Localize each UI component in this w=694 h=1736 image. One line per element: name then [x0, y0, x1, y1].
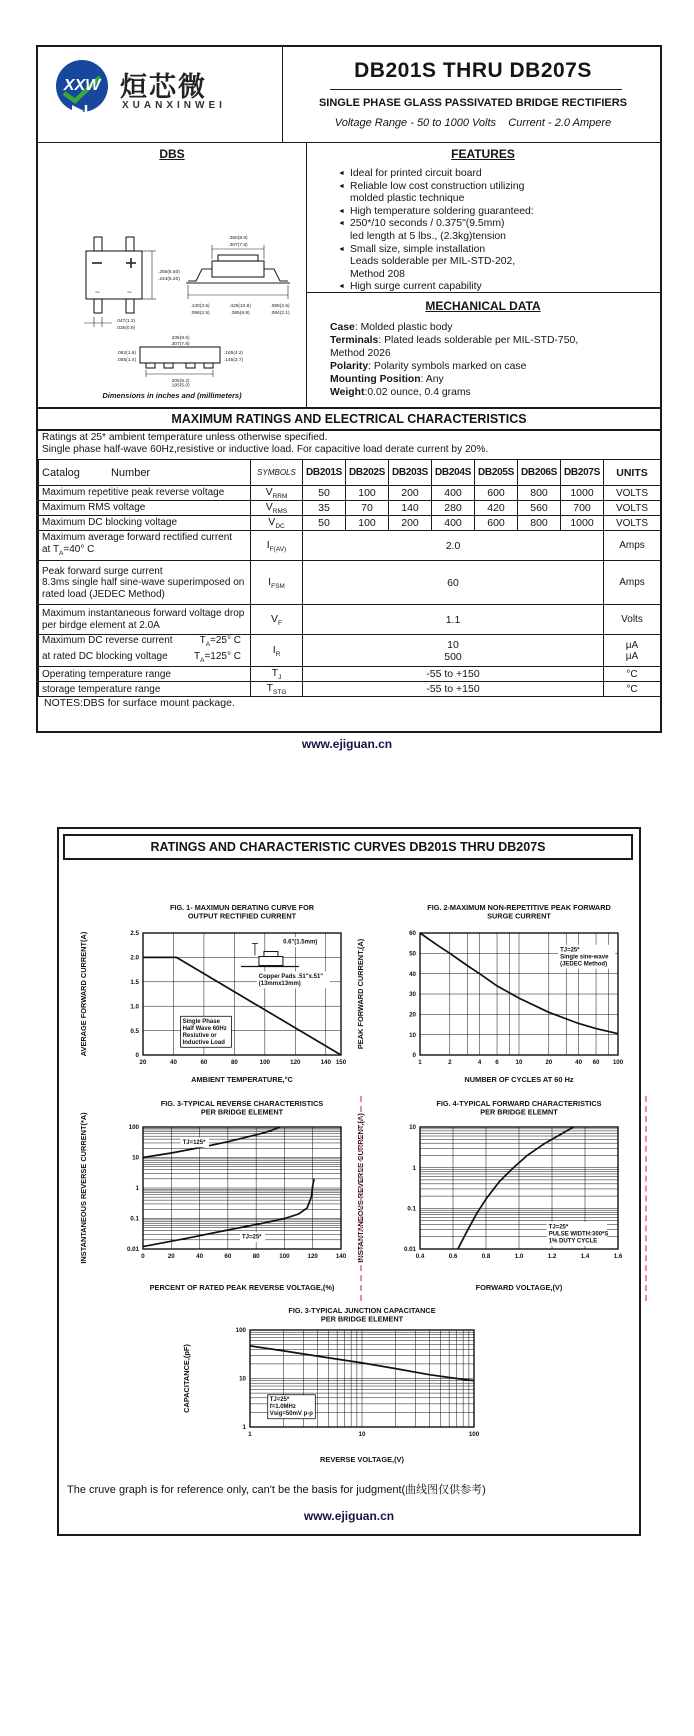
svg-text:.256(6.50): .256(6.50)	[158, 270, 180, 275]
param-label: Maximum DC blocking voltage	[39, 516, 251, 531]
x-tick-label: 10	[358, 1431, 366, 1438]
value-cell: 560	[518, 501, 561, 516]
voltage-range: Voltage Range - 50 to 1000 Volts	[334, 117, 497, 129]
annotation-text: (JEDEC Method)	[560, 961, 608, 968]
y-tick-label: 60	[409, 930, 416, 938]
header-divider	[282, 47, 283, 142]
value-cell: 100	[346, 486, 389, 501]
x-tick-label: 4	[477, 1059, 482, 1066]
y-axis-label: AVERAGE FORWARD CURRENT(A)	[79, 931, 88, 1057]
x-tick-label: 100	[612, 1059, 624, 1066]
bullet-spacer	[338, 193, 350, 206]
symbol: $V_{DC}$	[251, 516, 303, 531]
units-cell: Amps	[604, 531, 661, 561]
param-label: Peak forward surge current 8.3ms single half sine-wave superimposed on rated load (JEDEC Method)	[39, 561, 251, 605]
x-tick-label: 2	[448, 1059, 452, 1066]
annotation-text: Half Wave 60Hz	[182, 1025, 227, 1032]
units-cell: °C	[604, 667, 661, 682]
feature-text: High surge current capability	[350, 281, 482, 293]
table-row-tj	[39, 667, 661, 682]
y-tick-label: 30	[409, 991, 416, 999]
y-tick-label: 1.5	[130, 979, 139, 986]
param-label: Maximum RMS voltage	[39, 501, 251, 516]
col-header-db204s: DB204S	[432, 460, 475, 486]
param-label: Operating temperature range	[39, 667, 251, 682]
y-axis-label: CAPACITANCE,(pF)	[182, 1344, 191, 1413]
annotation-text: f=1.0MHz	[269, 1404, 296, 1411]
annotation-text: Resistive or	[182, 1032, 217, 1039]
param-label: Maximum repetitive peak reverse voltage	[39, 486, 251, 501]
x-tick-label: 40	[170, 1059, 177, 1066]
units-cell: VOLTS	[604, 516, 661, 531]
ratings-table	[38, 459, 661, 697]
x-tick-label: 40	[575, 1059, 583, 1066]
y-tick-label: 50	[409, 950, 416, 958]
datasheet-page-2	[57, 827, 641, 1536]
bottom-view	[140, 347, 220, 377]
mechanical-data-list	[330, 321, 654, 399]
title-underline	[330, 89, 622, 90]
svg-text:.035(0.9): .035(0.9)	[116, 326, 136, 331]
symbol: $T_J$	[251, 667, 303, 682]
annotation-text: Single sine-wave	[560, 954, 609, 961]
mechanical-data-line: Terminals: Plated leads solderable per MIL-STD-750,	[330, 335, 579, 346]
datasheet-page-1	[36, 45, 662, 733]
col-header-db206s: DB206S	[518, 460, 561, 486]
annotation-text: (13mmx13mm)	[258, 980, 301, 987]
y-tick-label: 0.1	[407, 1205, 416, 1213]
value-cell: 420	[475, 501, 518, 516]
col-header-db203s: DB203S	[389, 460, 432, 486]
package-drawing	[40, 215, 304, 387]
value-cell: 1000	[561, 486, 604, 501]
feature-line	[338, 168, 654, 181]
value-cell: 280	[432, 501, 475, 516]
units-cell: VOLTS	[604, 486, 661, 501]
x-tick-label: 1.4	[580, 1253, 590, 1260]
mechanical-data-line: Method 2026	[330, 348, 391, 359]
x-tick-label: 1	[248, 1431, 252, 1438]
value-cell: 600	[475, 516, 518, 531]
x-axis-label: FORWARD VOLTAGE,(V)	[475, 1283, 563, 1292]
y-tick-label: 20	[409, 1011, 416, 1019]
table-header-row	[39, 460, 661, 486]
y-tick-label: 0	[135, 1052, 139, 1060]
chart-title: PER BRIDGE ELEMENT	[200, 1107, 284, 1117]
symbol: $I_{FSM}$	[251, 561, 303, 605]
feature-text: led length at 5 lbs., (2.3kg)tension	[350, 230, 506, 242]
units-cell: Amps	[604, 561, 661, 605]
ac-mark-right: ~	[127, 288, 132, 297]
y-tick-label: 0.01	[126, 1246, 139, 1254]
x-axis-label: REVERSE VOLTAGE,(V)	[320, 1455, 404, 1464]
fig1-chart	[77, 899, 355, 1087]
value-cell: 10 500	[303, 635, 604, 667]
annotation-text: TJ=25*	[548, 1224, 569, 1231]
curves-banner: RATINGS AND CHARACTERISTIC CURVES DB201S THRU DB207S	[63, 834, 633, 860]
bullet-arrow-icon: ◄	[338, 245, 345, 253]
bullet-arrow-icon: ◄	[338, 220, 345, 228]
feature-line	[338, 218, 654, 231]
annotation-text: TJ=25*	[560, 947, 580, 954]
svg-text:.145(3.7): .145(3.7)	[224, 358, 244, 363]
col-header-units: UNITS	[604, 460, 661, 486]
annotation-text: 1% DUTY CYCLE	[548, 1238, 598, 1245]
annotation-text: TJ=25*	[269, 1397, 290, 1404]
value-cell: 200	[389, 486, 432, 501]
symbol: $V_{RRM}$	[251, 486, 303, 501]
feature-text: Reliable low cost construction utilizing	[350, 180, 525, 192]
range-line	[288, 117, 658, 129]
x-tick-label: 1.0	[514, 1253, 524, 1260]
annotation-text: Vsig=50mV p-p	[269, 1411, 313, 1418]
brand-chinese: 烜芯微	[120, 72, 207, 102]
x-tick-label: 150	[335, 1059, 347, 1066]
y-tick-label: 10	[239, 1375, 246, 1383]
feature-line	[338, 269, 654, 282]
x-tick-label: 80	[252, 1253, 260, 1260]
x-axis-label: NUMBER OF CYCLES AT 60 Hz	[464, 1075, 574, 1084]
package-caption: Dimensions in inches and (millimeters)	[102, 391, 242, 400]
fig4-chart	[354, 1095, 632, 1295]
x-tick-label: 60	[592, 1059, 600, 1066]
feature-line	[338, 206, 654, 219]
chart-title: PER BRIDGE ELEMNT	[480, 1107, 558, 1117]
bullet-arrow-icon: ◄	[338, 170, 345, 177]
value-cell: 50	[303, 486, 346, 501]
y-tick-label: 0	[412, 1052, 416, 1060]
bullet-spacer	[338, 256, 350, 269]
units-cell: Volts	[604, 605, 661, 635]
x-tick-label: 1.6	[613, 1253, 623, 1260]
x-tick-label: 0.6	[448, 1253, 458, 1260]
bullet-arrow-icon: ◄	[338, 182, 345, 190]
y-tick-label: 1	[412, 1164, 416, 1172]
feature-line	[338, 181, 654, 194]
value-cell: -55 to +150	[303, 667, 604, 682]
y-tick-label: 10	[409, 1031, 416, 1039]
annotation-text: Single Phase	[182, 1018, 220, 1025]
value-cell: 2.0	[303, 531, 604, 561]
x-tick-label: 100	[279, 1253, 290, 1260]
svg-text:.047(1.2): .047(1.2)	[116, 319, 136, 324]
svg-text:.425(10.8): .425(10.8)	[229, 304, 251, 309]
annotation-text: PULSE WIDTH:300*S	[548, 1231, 609, 1238]
symbol: $V_{RMS}$	[251, 501, 303, 516]
side-dims	[190, 235, 290, 316]
x-tick-label: 80	[230, 1059, 238, 1066]
annotation-text: TJ=125*	[182, 1139, 206, 1146]
feature-text: Method 208	[350, 268, 405, 280]
svg-text:.140(3.5): .140(3.5)	[190, 304, 210, 309]
x-tick-label: 60	[200, 1059, 208, 1066]
symbol: $T_{STG}$	[251, 682, 303, 697]
units-cell: °C	[604, 682, 661, 697]
y-tick-label: 2.5	[130, 930, 139, 938]
table-row-ir	[39, 635, 661, 667]
page-title: DB201S THRU DB207S	[354, 59, 592, 82]
value-cell: 800	[518, 516, 561, 531]
x-tick-label: 1	[418, 1059, 422, 1066]
y-tick-label: 10	[409, 1124, 416, 1132]
svg-text:.385(9.8): .385(9.8)	[230, 311, 250, 316]
header	[38, 47, 660, 142]
svg-text:.165(4.2): .165(4.2)	[224, 351, 244, 356]
x-tick-label: 20	[139, 1059, 147, 1066]
logo-letters: XXW	[63, 77, 101, 94]
svg-text:.335(8.5): .335(8.5)	[170, 336, 190, 341]
chart-title: PER BRIDGE ELEMENT	[320, 1314, 404, 1324]
ratings-note-2: Single phase half-wave 60Hz,resistive or inductive load. For capacitive load derate current by 20%.	[42, 444, 489, 455]
value-cell: 60	[303, 561, 604, 605]
mechanical-data-line: Weight:0.02 ounce, 0.4 grams	[330, 387, 471, 398]
col-header-db202s: DB202S	[346, 460, 389, 486]
svg-text:.084(2.1): .084(2.1)	[270, 311, 290, 316]
value-cell: 700	[561, 501, 604, 516]
feature-text: 250*/10 seconds / 0.375"(9.5mm)	[350, 218, 505, 230]
print-mark-right	[645, 1096, 647, 1301]
value-cell: 800	[518, 486, 561, 501]
bullet-spacer	[338, 269, 350, 282]
mechanical-data-line: Case: Molded plastic body	[330, 322, 453, 333]
value-cell: 600	[475, 486, 518, 501]
table-row-tstg	[39, 682, 661, 697]
chart-title: FIG. 4-TYPICAL FORWARD CHARACTERISTICS	[436, 1099, 602, 1108]
x-tick-label: 40	[196, 1253, 204, 1260]
mechanical-data-line: Polarity: Polarity symbols marked on case	[330, 361, 527, 372]
table-row-vrms	[39, 501, 661, 516]
curves-footnote: The cruve graph is for reference only, can't be the basis for judgment(曲线图仅供参考)	[67, 1484, 486, 1496]
feature-text: Small size, simple installation	[350, 243, 486, 255]
y-axis-label: PEAK FORWARD CURRENT,(A)	[356, 938, 365, 1050]
x-tick-label: 20	[167, 1253, 175, 1260]
table-row-ifsm	[39, 561, 661, 605]
mechanical-data-line: Mounting Position: Any	[330, 374, 444, 385]
fig3-chart	[77, 1095, 355, 1295]
x-tick-label: 140	[320, 1059, 331, 1066]
x-axis-label: PERCENT OF RATED PEAK REVERSE VOLTAGE,(%)	[149, 1283, 335, 1292]
x-tick-label: 140	[335, 1253, 347, 1260]
company-logo	[52, 57, 114, 123]
chart-title: SURGE CURRENT	[487, 911, 551, 921]
x-tick-label: 6	[495, 1059, 499, 1066]
features-heading: FEATURES	[451, 147, 515, 161]
table-row-if(av)	[39, 531, 661, 561]
fig2-chart	[354, 899, 632, 1087]
feature-text: molded plastic technique	[350, 193, 465, 205]
col-header-db201s: DB201S	[303, 460, 346, 486]
feature-line	[338, 231, 654, 244]
annotation-text: TJ=25*	[242, 1234, 262, 1241]
feature-text: Leads solderable per MIL-STD-202,	[350, 256, 516, 268]
side-view	[186, 245, 290, 299]
mechanical-heading: MECHANICAL DATA	[425, 299, 541, 313]
feature-text: High temperature soldering guaranteed:	[350, 205, 534, 217]
footer-url-page1: www.ejiguan.cn	[301, 737, 393, 751]
chart-title: FIG. 1- MAXIMUN DERATING CURVE FOR	[169, 903, 315, 912]
features-list	[338, 168, 654, 294]
symbol: $I_R$	[251, 635, 303, 667]
mech-divider	[306, 292, 660, 293]
svg-text:.062(1.6): .062(1.6)	[116, 351, 136, 356]
value-cell: 400	[432, 516, 475, 531]
annotation-text: 0.6"(1.5mm)	[283, 939, 318, 946]
svg-text:.307(7.8): .307(7.8)	[170, 342, 190, 347]
column-divider	[306, 142, 307, 407]
header-rule	[38, 142, 660, 143]
x-axis-label: AMBIENT TEMPERATURE,°C	[191, 1075, 293, 1084]
value-cell: 400	[432, 486, 475, 501]
value-cell: 100	[346, 516, 389, 531]
y-tick-label: 2.0	[130, 954, 139, 962]
col-header-db205s: DB205S	[475, 460, 518, 486]
svg-text:.195(5.0): .195(5.0)	[170, 383, 190, 387]
units-cell: μA μA	[604, 635, 661, 667]
mount-lid	[264, 952, 278, 957]
x-tick-label: 100	[468, 1431, 480, 1438]
y-tick-label: 1	[135, 1185, 139, 1193]
param-label: storage temperature range	[39, 682, 251, 697]
y-tick-label: 1.0	[130, 1003, 139, 1011]
param-label: Maximum DC reverse current $T_A=25^\circ$ C at rated DC blocking voltage $T_A=125^\circ$ C	[39, 635, 251, 667]
value-cell: 1.1	[303, 605, 604, 635]
col-header-symbols: SYMBOLS	[251, 460, 303, 486]
svg-text:.098(2.5): .098(2.5)	[270, 304, 290, 309]
ratings-note-1: Ratings at 25* ambient temperature unless otherwise specified.	[42, 432, 328, 443]
ratings-banner: MAXIMUM RATINGS AND ELECTRICAL CHARACTERISTICS	[38, 407, 660, 431]
chart-title: OUTPUT RECTIFIED CURRENT	[187, 911, 297, 921]
param-label: Maximum instantaneous forward voltage drop per birdge element at 2.0A	[39, 605, 251, 635]
series-tj-25-	[143, 1179, 314, 1247]
y-tick-label: 40	[409, 970, 416, 978]
svg-text:.307(7.8): .307(7.8)	[228, 243, 248, 248]
svg-text:.055(1.4): .055(1.4)	[116, 358, 136, 363]
col-header-catalog: Catalog Number	[39, 460, 251, 486]
y-axis-label: INSTANTANEOUS REVERSE CURRENT,(A)	[356, 1113, 365, 1263]
y-tick-label: 1	[242, 1424, 246, 1432]
feature-line	[338, 244, 654, 257]
bullet-spacer	[338, 231, 350, 244]
footer-url-page2: www.ejiguan.cn	[303, 1509, 395, 1523]
table-row-vrrm	[39, 486, 661, 501]
col-header-db207s: DB207S	[561, 460, 604, 486]
svg-text:.244(6.20): .244(6.20)	[158, 277, 180, 282]
value-cell: 200	[389, 516, 432, 531]
table-notes: NOTES:DBS for surface mount package.	[44, 697, 235, 709]
table-row-vdc	[39, 516, 661, 531]
table-row-vf	[39, 605, 661, 635]
feature-text: Ideal for printed circuit board	[350, 168, 482, 179]
value-cell: 140	[389, 501, 432, 516]
mount-body	[259, 957, 283, 966]
x-tick-label: 100	[259, 1059, 271, 1066]
ratings-table-wrap	[38, 459, 661, 697]
value-cell: 1000	[561, 516, 604, 531]
x-tick-label: 0.8	[481, 1253, 491, 1260]
package-name: DBS	[159, 147, 185, 161]
svg-text:.350(8.9): .350(8.9)	[228, 236, 248, 241]
x-tick-label: 0	[141, 1253, 145, 1260]
fig5-chart	[180, 1302, 520, 1467]
y-tick-label: 0.5	[130, 1027, 139, 1035]
annotation-text: Inductive Load	[182, 1039, 225, 1046]
x-tick-label: 120	[290, 1059, 301, 1066]
x-tick-label: 60	[224, 1253, 232, 1260]
feature-line	[338, 256, 654, 269]
y-tick-label: 10	[132, 1154, 139, 1162]
x-tick-label: 10	[515, 1059, 523, 1066]
y-tick-label: 100	[128, 1124, 139, 1132]
y-axis-label: INSTANTANEOUS REVERSE CURRENT(*A)	[79, 1112, 88, 1264]
value-cell: 50	[303, 516, 346, 531]
svg-text:.205(5.2): .205(5.2)	[170, 379, 190, 384]
brand-english: XUANXINWEI	[122, 100, 226, 111]
bullet-arrow-icon: ◄	[338, 283, 345, 291]
x-tick-label: 1.2	[547, 1253, 557, 1260]
y-tick-label: 0.01	[403, 1246, 416, 1254]
x-tick-label: 20	[545, 1059, 553, 1066]
bullet-arrow-icon: ◄	[338, 207, 345, 215]
symbol: $V_F$	[251, 605, 303, 635]
print-mark-left	[360, 1096, 362, 1301]
symbol: $I_{F(AV)}$	[251, 531, 303, 561]
annotation-text: Copper Pads .51"x.51"	[258, 973, 324, 980]
y-tick-label: 100	[235, 1327, 246, 1335]
value-cell: 70	[346, 501, 389, 516]
x-tick-label: 0.4	[415, 1253, 425, 1260]
x-tick-label: 120	[307, 1253, 318, 1260]
units-cell: VOLTS	[604, 501, 661, 516]
feature-line	[338, 193, 654, 206]
y-tick-label: 0.1	[130, 1215, 139, 1223]
bottom-dims	[117, 335, 244, 387]
param-label: Maximum average forward rectified current at $T_A=40^\circ$ C	[39, 531, 251, 561]
chart-title: FIG. 2-MAXIMUM NON-REPETITIVE PEAK FORWARD	[427, 903, 611, 912]
value-cell: -55 to +150	[303, 682, 604, 697]
front-view	[84, 237, 156, 327]
chart-title: FIG. 3-TYPICAL JUNCTION CAPACITANCE	[288, 1306, 436, 1315]
chart-title: FIG. 3-TYPICAL REVERSE CHARACTERISTICS	[160, 1099, 324, 1108]
page-subtitle: SINGLE PHASE GLASS PASSIVATED BRIDGE RECTIFIERS	[318, 97, 628, 109]
value-cell: 35	[303, 501, 346, 516]
svg-text:.098(2.5): .098(2.5)	[190, 311, 210, 316]
ac-mark-left: ~	[95, 288, 100, 297]
current-rating: Current - 2.0 Ampere	[508, 117, 612, 129]
